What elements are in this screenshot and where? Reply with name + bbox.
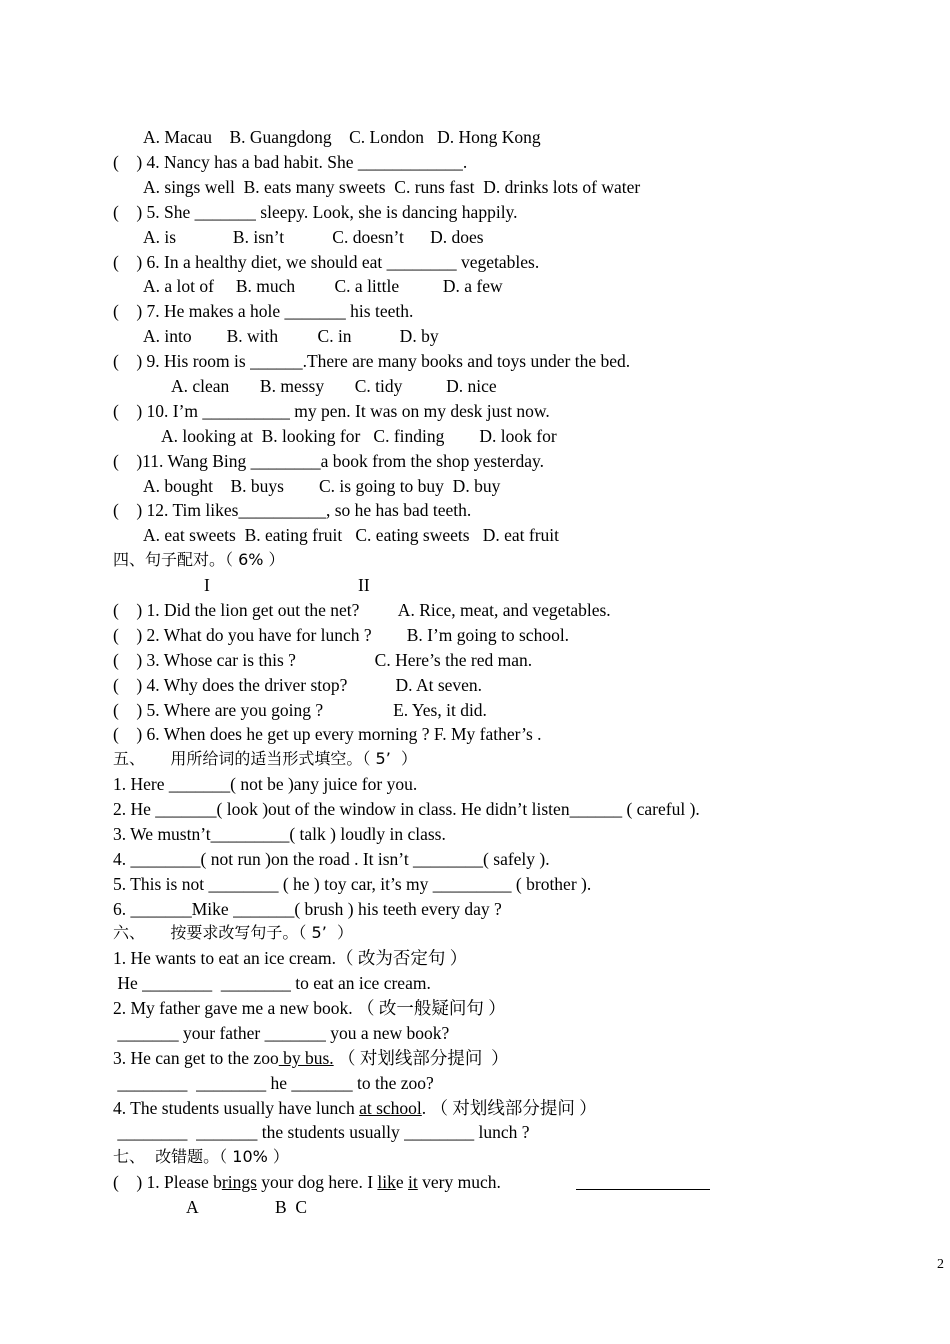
q-text: very much. <box>417 1172 501 1192</box>
instruction: （ 对划线部分提问 ） <box>333 1048 509 1068</box>
section5-item: 3. We mustn’t_________( talk ) loudly in class. <box>113 824 446 844</box>
sentence-text: 4. The students usually have lunch <box>113 1098 360 1118</box>
section6-answer-4: ________ _______ the students usually ________ lunch ? <box>113 1122 530 1142</box>
q-text: e <box>395 1172 409 1192</box>
section6-sentence-1: 1. He wants to eat an ice cream.（ 改为否定句 ） <box>113 948 468 968</box>
q7-text: ( ) 7. He makes a hole _______ his teeth. <box>113 301 414 321</box>
q6-text: ( ) 6. In a healthy diet, we should eat ________ vegetables. <box>113 252 540 272</box>
section4-row: ( ) 4. Why does the driver stop? D. At seven. <box>113 675 483 695</box>
q3-options: A. Macau B. Guangdong C. London D. Hong Kong <box>143 127 541 147</box>
q9-options: A. clean B. messy C. tidy D. nice <box>171 376 497 396</box>
q11-options: A. bought B. buys C. is going to buy D. buy <box>143 476 501 496</box>
q-text: ( ) 1. Please b <box>113 1172 222 1192</box>
q10-options: A. looking at B. looking for C. finding D. look for <box>161 426 557 446</box>
section7-question-1 <box>113 1170 501 1194</box>
underlined-a: rings <box>221 1172 257 1192</box>
q10-text: ( ) 10. I’m __________ my pen. It was on my desk just now. <box>113 401 550 421</box>
section4-row: ( ) 1. Did the lion get out the net? A. Rice, meat, and vegetables. <box>113 600 611 620</box>
section4-col2: II <box>358 575 370 595</box>
underlined-b: lik <box>377 1172 396 1192</box>
sentence-text: 3. He can get to the zoo <box>113 1048 279 1068</box>
section4-title: 四、句子配对。（ 6% ） <box>113 550 285 569</box>
q9-text: ( ) 9. His room is ______.There are many books and toys under the bed. <box>113 351 631 371</box>
section5-item: 1. Here _______( not be )any juice for you. <box>113 774 418 794</box>
label-bc: B C <box>275 1197 308 1217</box>
section5-title: 五、 用所给词的适当形式填空。（ 5’ ） <box>113 749 417 768</box>
q5-options: A. is B. isn’t C. doesn’t D. does <box>143 227 484 247</box>
section7-title: 七、 改错题。（ 10% ） <box>113 1147 289 1166</box>
q11-text: ( )11. Wang Bing ________a book from the shop yesterday. <box>113 451 544 471</box>
section4-col1: I <box>204 575 210 595</box>
section6-sentence-4 <box>113 1096 597 1120</box>
section6-answer-1: He ________ ________ to eat an ice cream. <box>113 973 431 993</box>
section5-item: 4. ________( not run )on the road . It isn’t ________( safely ). <box>113 849 550 869</box>
q6-options: A. a lot of B. much C. a little D. a few <box>143 276 503 296</box>
section6-title: 六、 按要求改写句子。（ 5’ ） <box>113 923 353 942</box>
section6-sentence-2: 2. My father gave me a new book. （ 改一般疑问句 ） <box>113 998 506 1018</box>
section5-item: 6. _______Mike _______( brush ) his teeth every day ? <box>113 899 502 919</box>
q4-options: A. sings well B. eats many sweets C. runs fast D. drinks lots of water <box>143 177 641 197</box>
section6-answer-3: ________ ________ he _______ to the zoo? <box>113 1073 434 1093</box>
label-a: A <box>186 1197 199 1217</box>
q12-options: A. eat sweets B. eating fruit C. eating sweets D. eat fruit <box>143 525 560 545</box>
section4-row: ( ) 3. Whose car is this ? C. Here’s the red man. <box>113 650 533 670</box>
q-text: your dog here. I <box>256 1172 378 1192</box>
q4-text: ( ) 4. Nancy has a bad habit. She ____________. <box>113 152 468 172</box>
section5-item: 5. This is not ________ ( he ) toy car, it’s my _________ ( brother ). <box>113 874 592 894</box>
section4-row: ( ) 2. What do you have for lunch ? B. I’m going to school. <box>113 625 570 645</box>
section6-sentence-3 <box>113 1046 509 1070</box>
section6-answer-2: _______ your father _______ you a new book? <box>113 1023 450 1043</box>
underlined-phrase: at school <box>359 1098 422 1118</box>
underlined-c: it <box>408 1172 418 1192</box>
underlined-phrase: by bus. <box>278 1048 334 1068</box>
answer-blank-line <box>576 1189 710 1190</box>
section4-row: ( ) 6. When does he get up every morning ? F. My father’s . <box>113 724 542 744</box>
q12-text: ( ) 12. Tim likes__________, so he has bad teeth. <box>113 500 472 520</box>
section4-row: ( ) 5. Where are you going ? E. Yes, it did. <box>113 700 487 720</box>
q7-options: A. into B. with C. in D. by <box>143 326 439 346</box>
section5-item: 2. He _______( look )out of the window in class. He didn’t listen______ ( careful ). <box>113 799 700 819</box>
page-number: 2 <box>937 1257 944 1272</box>
q5-text: ( ) 5. She _______ sleepy. Look, she is dancing happily. <box>113 202 518 222</box>
instruction: . （ 对划线部分提问 ） <box>421 1098 597 1118</box>
